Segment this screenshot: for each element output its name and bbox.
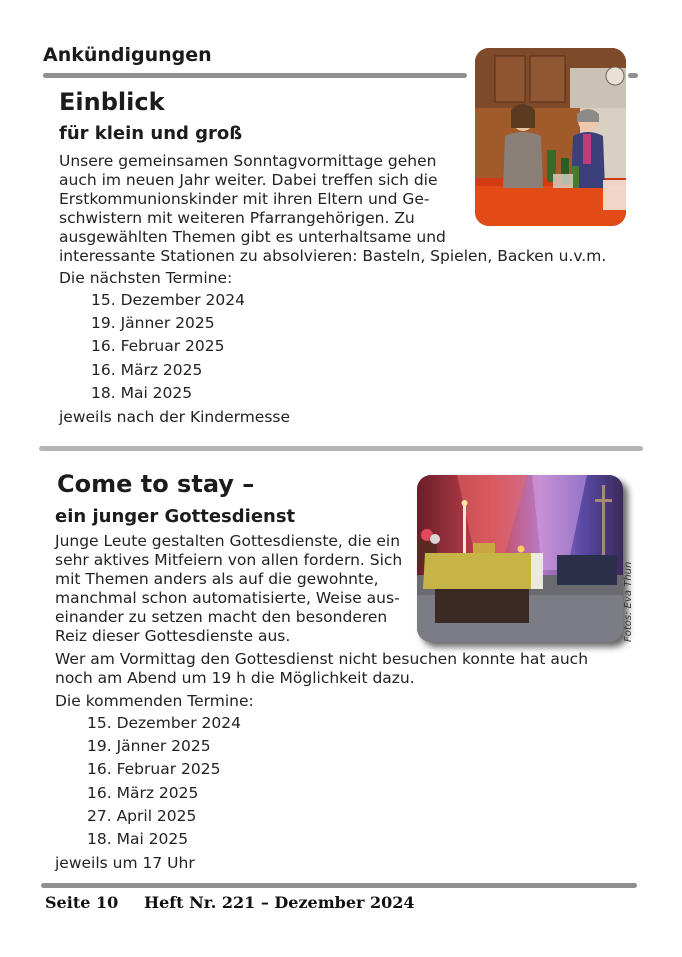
issue-info: Heft Nr. 221 – Dezember 2024 <box>144 893 415 912</box>
article2-title: Come to stay – <box>57 470 255 498</box>
paragraph-line: ausgewählten Themen gibt es unterhaltsame und <box>59 228 446 246</box>
article2-paragraph <box>55 532 415 646</box>
date-item: 16. März 2025 <box>91 360 203 379</box>
article2-dates-intro: Die kommenden Termine: <box>55 692 254 710</box>
article1-date-list <box>91 289 245 405</box>
date-item: 19. Jänner 2025 <box>91 314 215 333</box>
article2-closing: jeweils um 17 Uhr <box>55 854 195 872</box>
paragraph-line: einander zu setzen macht den besonderen <box>55 608 388 626</box>
photo-credit: Fotos: Eva Thun <box>623 561 634 642</box>
article2-photo <box>417 475 623 642</box>
header-divider <box>43 73 467 78</box>
date-item: 19. Jänner 2025 <box>87 737 211 756</box>
date-item: 16. Februar 2025 <box>91 337 225 356</box>
article1-dates-intro: Die nächsten Termine: <box>59 269 233 287</box>
altar-photo-image <box>417 475 623 642</box>
paragraph-line: Wer am Vormittag den Gottesdienst nicht besuchen konnte hat auch <box>55 650 589 668</box>
date-item: 15. Dezember 2024 <box>87 714 241 732</box>
paragraph-line: auch im neuen Jahr weiter. Dabei treffen sich die <box>59 171 438 189</box>
article1-subtitle: für klein und groß <box>59 123 243 144</box>
date-item: 15. Dezember 2024 <box>91 291 245 309</box>
date-item: 16. März 2025 <box>87 783 199 802</box>
paragraph-line: schwistern mit weiteren Pfarrangehörigen. Zu <box>59 209 415 227</box>
paragraph-line: mit Themen anders als auf die gewohnte, <box>55 570 379 588</box>
paragraph-line: interessante Stationen zu absolvieren: Basteln, Spielen, Backen u.v.m. <box>59 247 607 265</box>
date-item: 18. Mai 2025 <box>91 383 193 402</box>
article2-date-list <box>87 712 241 851</box>
footer-divider <box>41 883 637 888</box>
section-heading: Ankündigungen <box>43 44 212 66</box>
article1-paragraph <box>59 152 619 266</box>
article1-title: Einblick <box>59 88 165 116</box>
page-number: Seite 10 <box>45 893 119 912</box>
section-divider <box>39 446 643 451</box>
paragraph-line: manchmal schon automatisierte, Weise aus- <box>55 589 400 607</box>
date-item: 27. April 2025 <box>87 806 197 825</box>
paragraph-line: Erstkommunionskinder mit ihren Eltern und Ge- <box>59 190 430 208</box>
article2-paragraph-2 <box>55 650 635 688</box>
date-item: 16. Februar 2025 <box>87 760 221 779</box>
paragraph-line: Junge Leute gestalten Gottesdienste, die ein <box>55 532 401 550</box>
paragraph-line: Unsere gemeinsamen Sonntagvormittage gehen <box>59 152 437 170</box>
paragraph-line: sehr aktives Mitfeiern von allen fordern. Sich <box>55 551 403 569</box>
date-item: 18. Mai 2025 <box>87 829 189 848</box>
paragraph-line: noch am Abend um 19 h die Möglichkeit dazu. <box>55 669 415 687</box>
paragraph-line: Reiz dieser Gottesdienste aus. <box>55 627 291 645</box>
article1-closing: jeweils nach der Kindermesse <box>59 408 291 426</box>
article2-subtitle: ein junger Gottesdienst <box>55 506 296 527</box>
header-divider-tail <box>628 73 638 78</box>
